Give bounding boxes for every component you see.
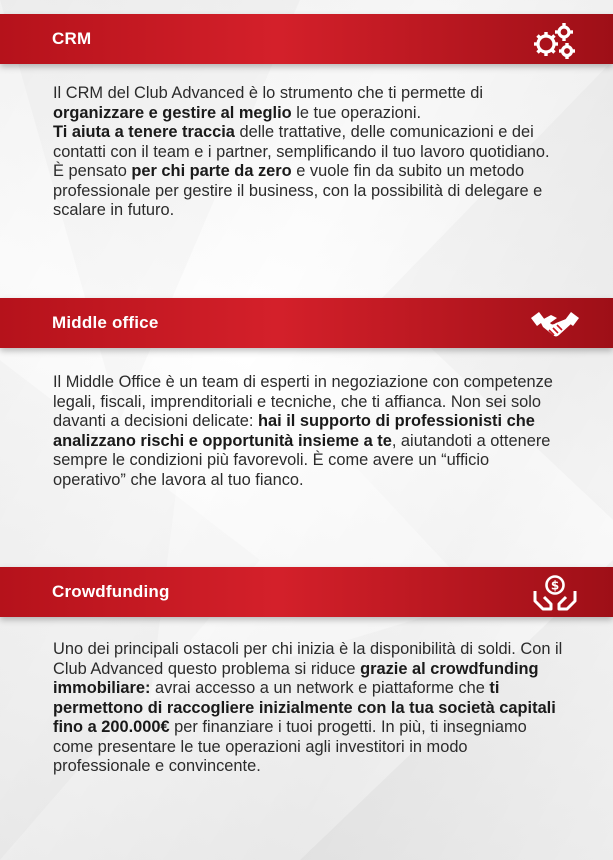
crowdfunding-text: Uno dei principali ostacoli per chi inizia è la disponibilità di soldi. Con il Club Advanced questo problema si riduce grazie al crowdfunding immobiliare: avrai accesso a un network e piattaforme che ti permettono di raccogliere inizialmente con la tua società capitali fino a 200.000€ per finanziare i tuoi progetti. In più, ti insegniamo come presentare le tue operazioni agli investitori in modo professionale e convincente. [53, 640, 563, 775]
middle-office-title: Middle office [52, 313, 159, 332]
crowdfunding-header-band [0, 567, 613, 617]
crm-text [53, 84, 563, 221]
middle-office-header-band [0, 298, 613, 348]
crm-paragraph-2: Ti aiuta a tenere traccia delle trattative, delle comunicazioni e dei contatti con il team e i partner, semplificando il tuo lavoro quotidiano. [53, 123, 550, 161]
svg-text:$: $ [550, 578, 560, 593]
crowdfunding-title: Crowdfunding [52, 582, 170, 601]
crm-paragraph-3: È pensato per chi parte da zero e vuole fin da subito un metodo professionale per gestire il business, con la possibilità di delegare e scalare in futuro. [53, 162, 543, 219]
gears-icon [531, 20, 579, 60]
hands-money-icon [531, 573, 579, 613]
crm-header-band [0, 14, 613, 64]
middle-office-text: Il Middle Office è un team di esperti in negoziazione con competenze legali, fiscali, imprenditoriali e tecniche, che ti affianca. Non sei solo davanti a decisioni delicate: hai il supporto di professionisti che analizzano rischi e opportunità insieme a te, aiutandoti a ottenere sempre le condizioni più favorevoli. È come avere un “ufficio operativo” che lavora al tuo fianco. [53, 373, 553, 489]
handshake-icon [531, 304, 579, 344]
crm-title: CRM [52, 29, 92, 48]
crm-paragraph-1: Il CRM del Club Advanced è lo strumento che ti permette di organizzare e gestire al meglio le tue operazioni. [53, 84, 484, 122]
